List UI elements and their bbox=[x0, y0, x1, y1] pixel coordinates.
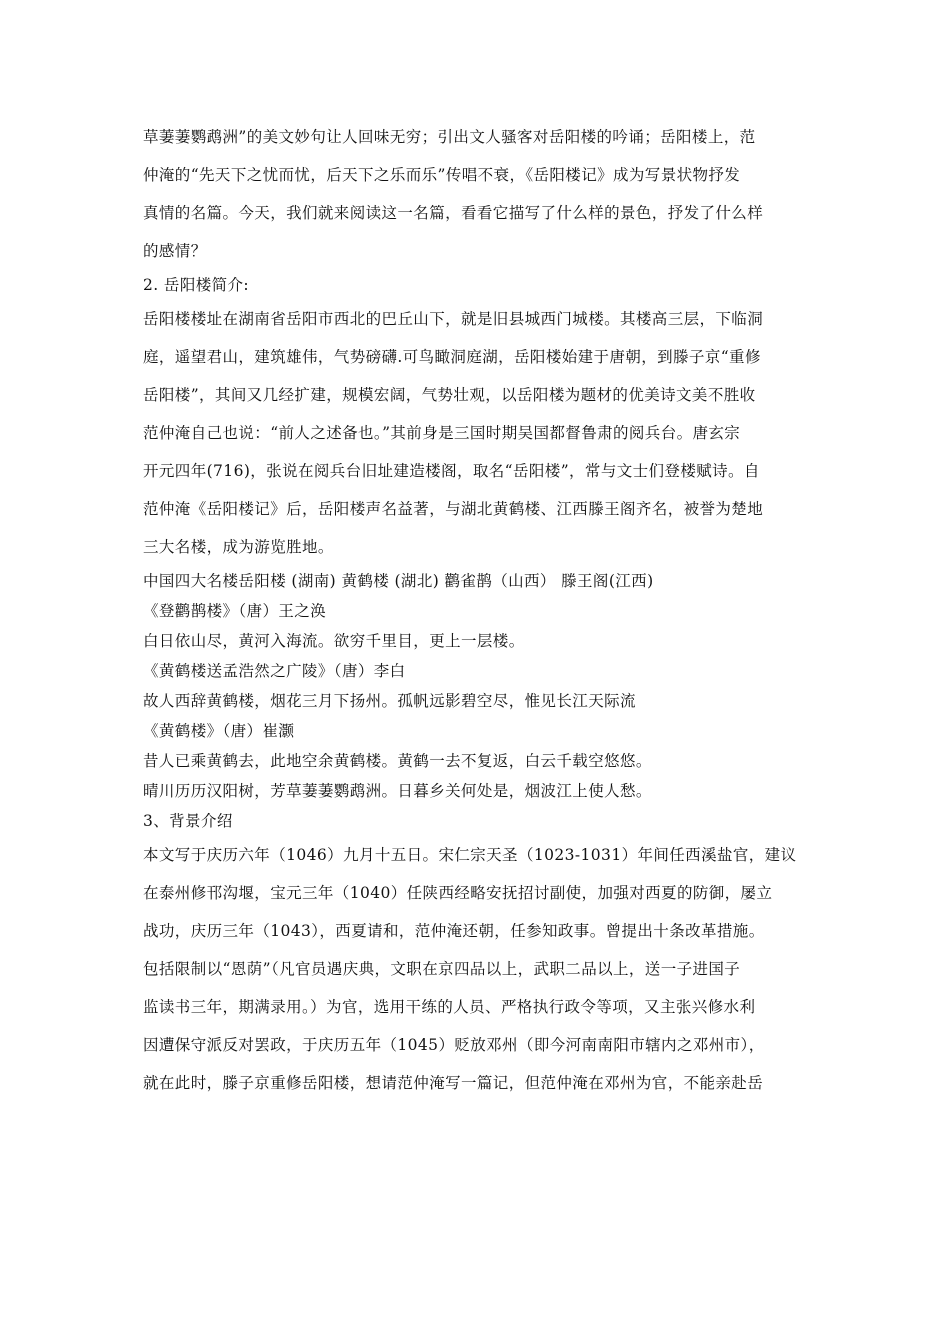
text-line: 范仲淹自己也说：“前人之述备也。”其前身是三国时期吴国都督鲁肃的阅兵台。唐玄宗 bbox=[143, 424, 741, 442]
text-line: 战功，庆历三年（1043），西夏请和，范仲淹还朝，任参知政事。曾提出十条改革措施。 bbox=[143, 922, 765, 940]
poem-title: 《黄鹤楼》（唐）崔灏 bbox=[143, 722, 295, 740]
text-line: 的感情？ bbox=[143, 242, 207, 260]
text-line: 在泰州修邗沟堰，宝元三年（1040）任陕西经略安抚招讨副使，加强对西夏的防御，屡立 bbox=[143, 884, 773, 902]
poem-text: 白日依山尽，黄河入海流。欲穷千里目，更上一层楼。 bbox=[143, 632, 525, 650]
background-paragraph bbox=[143, 836, 811, 1102]
text-line: 三大名楼，成为游览胜地。 bbox=[143, 538, 334, 556]
text-line: 监读书三年，期满录用。）为官，选用干练的人员、严格执行政令等项，又主张兴修水利 bbox=[143, 998, 756, 1016]
text-line: 范仲淹《岳阳楼记》后，岳阳楼声名益著，与湖北黄鹤楼、江西滕王阁齐名，被誉为楚地 bbox=[143, 500, 764, 518]
poem-text: 故人西辞黄鹤楼，烟花三月下扬州。孤帆远影碧空尽，惟见长江天际流 bbox=[143, 692, 636, 710]
text-line: 开元四年(716)，张说在阅兵台旧址建造楼阁，取名“岳阳楼”，常与文士们登楼赋诗。自 bbox=[143, 462, 760, 480]
famous-towers-line: 中国四大名楼岳阳楼 (湖南) 黄鹤楼 (湖北) 鹳雀鹊（山西） 滕王阁(江西) bbox=[143, 572, 654, 590]
poem-text: 昔人已乘黄鹤去，此地空余黄鹤楼。黄鹤一去不复返，白云千载空悠悠。 bbox=[143, 752, 652, 770]
poem-text: 晴川历历汉阳树，芳草萋萋鹦鹉洲。日暮乡关何处是，烟波江上使人愁。 bbox=[143, 782, 652, 800]
text-line: 因遭保守派反对罢政，于庆历五年（1045）贬放邓州（即今河南南阳市辖内之邓州市）， bbox=[143, 1036, 765, 1054]
text-line: 庭，遥望君山，建筑雄伟，气势磅礴.可鸟瞰洞庭湖，岳阳楼始建于唐朝，到滕子京“重修 bbox=[143, 348, 761, 366]
yueyang-intro-paragraph bbox=[143, 300, 811, 566]
text-line: 包括限制以“恩荫”（凡官员遇庆典，文职在京四品以上，武职二品以上，送一子进国子 bbox=[143, 960, 741, 978]
intro-paragraph bbox=[143, 118, 811, 270]
text-line: 岳阳楼楼址在湖南省岳阳市西北的巴丘山下，就是旧县城西门城楼。其楼高三层，下临洞 bbox=[143, 310, 764, 328]
poems-block bbox=[143, 566, 811, 806]
poem-title: 《登鹳鹊楼》（唐）王之涣 bbox=[143, 602, 327, 620]
poem-title: 《黄鹤楼送孟浩然之广陵》（唐）李白 bbox=[143, 662, 406, 680]
section-heading-background: 3、背景介绍 bbox=[143, 812, 233, 830]
section-heading-yueyang-intro: 2. 岳阳楼简介: bbox=[143, 276, 250, 294]
text-line: 岳阳楼”，其间又几经扩建，规模宏阔，气势壮观，以岳阳楼为题材的优美诗文美不胜收 bbox=[143, 386, 756, 404]
text-line: 草萋萋鹦鹉洲”的美文妙句让人回味无穷；引出文人骚客对岳阳楼的吟诵；岳阳楼上，范 bbox=[143, 128, 756, 146]
text-line: 就在此时，滕子京重修岳阳楼，想请范仲淹写一篇记，但范仲淹在邓州为官，不能亲赴岳 bbox=[143, 1074, 764, 1092]
text-line: 仲淹的“先天下之忧而忧，后天下之乐而乐”传唱不衰，《岳阳楼记》成为写景状物抒发 bbox=[143, 166, 741, 184]
text-line: 真情的名篇。今天，我们就来阅读这一名篇，看看它描写了什么样的景色，抒发了什么样 bbox=[143, 204, 764, 222]
text-line: 本文写于庆历六年（1046）九月十五日。宋仁宗天圣（1023-1031）年间任西溪盐官，建议 bbox=[143, 846, 797, 864]
document-page bbox=[143, 118, 811, 1102]
